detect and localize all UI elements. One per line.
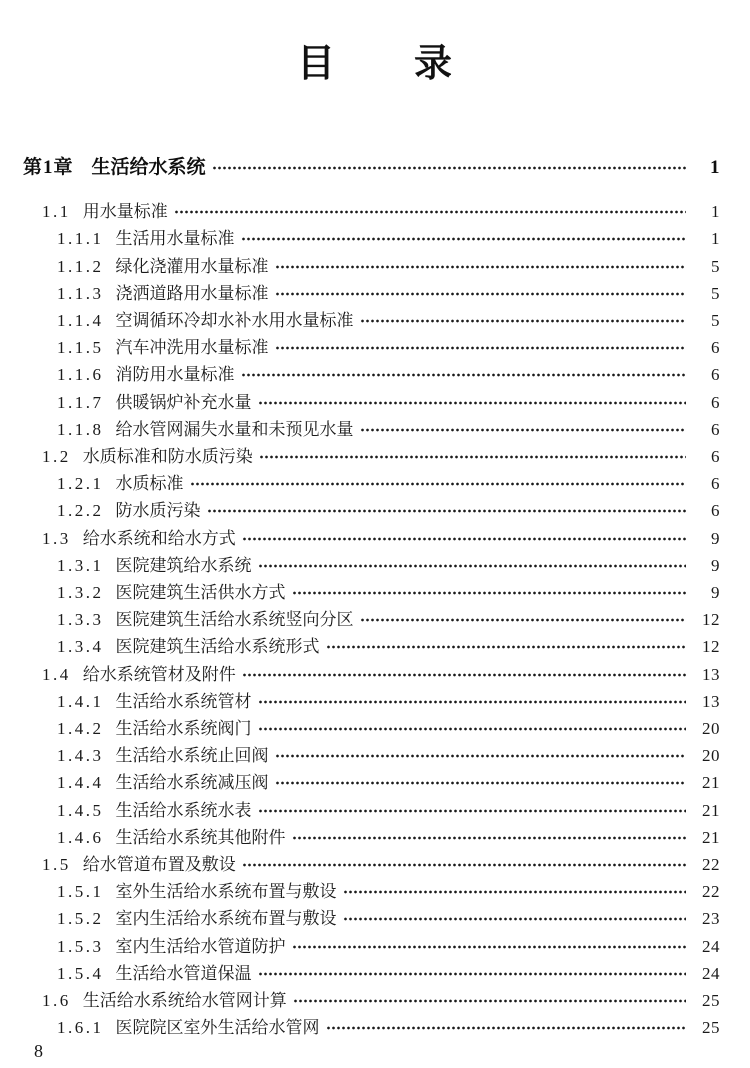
toc-entry [23, 579, 720, 606]
toc-entry-title: 生活给水系统水表 [115, 800, 252, 820]
dot-leader [275, 292, 687, 296]
toc-entry-number: 1.5.4 [57, 963, 104, 983]
dot-leader [343, 890, 687, 894]
dot-leader [242, 537, 686, 541]
toc-entry [23, 416, 720, 443]
toc-entry-number: 1.5.3 [57, 936, 104, 956]
toc-entry-page: 1 [711, 229, 720, 249]
toc-entry-title: 绿化浇灌用水量标准 [115, 256, 269, 276]
toc-entry-page: 5 [711, 256, 720, 276]
toc-entry-number: 1.2.2 [57, 501, 104, 521]
dot-leader [190, 482, 687, 486]
dot-leader [174, 210, 686, 214]
toc-entry [23, 361, 720, 388]
toc-entry-title: 生活给水系统其他附件 [115, 827, 286, 847]
toc-entry-title: 生活给水系统 [91, 157, 206, 178]
toc-entry-number: 第1章 [23, 157, 74, 178]
toc-entry-number: 1.1.5 [57, 338, 104, 358]
toc-entry-number: 1.2.1 [57, 474, 104, 494]
toc-entry-page: 22 [702, 855, 720, 875]
toc-entry-number: 1.4.5 [57, 800, 104, 820]
toc-entry-number: 1.3.1 [57, 555, 104, 575]
toc-entry-number: 1.4 [42, 664, 71, 684]
toc-entry-number: 1.6.1 [57, 1018, 104, 1038]
toc-entry-number: 1.5.2 [57, 909, 104, 929]
toc-entry [23, 797, 720, 824]
toc-entry-title: 给水系统管材及附件 [82, 664, 236, 684]
dot-leader [293, 999, 686, 1003]
toc-entry-number: 1.4.1 [57, 691, 104, 711]
toc-entry [23, 253, 720, 280]
toc-entry-page: 21 [702, 827, 720, 847]
dot-leader [207, 509, 687, 513]
dot-leader [212, 166, 686, 170]
toc-entry-title: 医院建筑给水系统 [115, 555, 252, 575]
toc-entry [23, 443, 720, 470]
toc-entry-number: 1.1.6 [57, 365, 104, 385]
toc-entry-number: 1.4.6 [57, 827, 104, 847]
toc-entry-page: 25 [702, 991, 720, 1011]
dot-leader [326, 1026, 687, 1030]
toc-entry-title: 给水管道布置及敷设 [82, 855, 236, 875]
toc-entry-title: 供暖锅炉补充水量 [115, 392, 252, 412]
toc-entry [23, 987, 720, 1014]
dot-leader [242, 673, 686, 677]
toc-entry-page: 20 [702, 719, 720, 739]
toc-entry-title: 生活用水量标准 [115, 229, 235, 249]
toc-entry-page: 23 [702, 909, 720, 929]
toc-entry [23, 769, 720, 796]
toc-list [0, 154, 750, 1042]
dot-leader [258, 809, 687, 813]
toc-entry-number: 1.6 [42, 991, 71, 1011]
toc-entry [23, 688, 720, 715]
dot-leader [292, 591, 687, 595]
toc-entry-page: 6 [711, 501, 720, 521]
toc-entry-title: 医院建筑生活给水系统竖向分区 [115, 610, 354, 630]
toc-entry-page: 13 [702, 691, 720, 711]
toc-entry-page: 6 [711, 365, 720, 385]
dot-leader [258, 727, 687, 731]
toc-entry [23, 470, 720, 497]
dot-leader [258, 972, 687, 976]
toc-entry-page: 1 [710, 157, 720, 178]
toc-entry-title: 防水质污染 [115, 501, 201, 521]
toc-entry-page: 6 [711, 338, 720, 358]
toc-entry-page: 5 [711, 283, 720, 303]
toc-entry-page: 1 [711, 202, 720, 222]
toc-entry [23, 280, 720, 307]
toc-entry [23, 225, 720, 252]
toc-entry [23, 824, 720, 851]
toc-entry-page: 21 [702, 773, 720, 793]
toc-entry-page: 22 [702, 882, 720, 902]
toc-entry-number: 1.1.3 [57, 283, 104, 303]
toc-entry-number: 1.1.7 [57, 392, 104, 412]
dot-leader [258, 700, 687, 704]
toc-entry-page: 5 [711, 311, 720, 331]
toc-entry-number: 1.1.8 [57, 419, 104, 439]
dot-leader [275, 754, 687, 758]
page-title: 目 录 [296, 43, 453, 85]
toc-entry-page: 9 [711, 528, 720, 548]
dot-leader [292, 836, 687, 840]
toc-entry-title: 室内生活给水管道防护 [115, 936, 286, 956]
toc-entry [23, 389, 720, 416]
toc-entry-page: 9 [711, 583, 720, 603]
toc-entry [23, 1014, 720, 1041]
dot-leader [259, 455, 686, 459]
toc-entry-page: 13 [702, 664, 720, 684]
toc-entry-title: 生活给水系统给水管网计算 [82, 991, 287, 1011]
toc-entry [23, 307, 720, 334]
toc-entry-number: 1.4.4 [57, 773, 104, 793]
toc-entry-page: 24 [702, 963, 720, 983]
toc-entry-title: 用水量标准 [82, 202, 168, 222]
toc-entry [23, 715, 720, 742]
toc-entry-page: 21 [702, 800, 720, 820]
toc-entry-title: 生活给水管道保温 [115, 963, 252, 983]
toc-entry-title: 消防用水量标准 [115, 365, 235, 385]
toc-entry-page: 9 [711, 555, 720, 575]
dot-leader [360, 618, 687, 622]
toc-entry-title: 汽车冲洗用水量标准 [115, 338, 269, 358]
toc-entry-number: 1.4.2 [57, 719, 104, 739]
toc-entry [23, 497, 720, 524]
toc-entry-title: 浇洒道路用水量标准 [115, 283, 269, 303]
toc-entry-title: 空调循环冷却水补水用水量标准 [115, 311, 354, 331]
toc-entry [23, 633, 720, 660]
toc-entry-page: 12 [702, 610, 720, 630]
toc-entry-title: 水质标准 [115, 474, 184, 494]
folio-page-number: 8 [34, 1041, 43, 1061]
toc-entry [23, 933, 720, 960]
toc-entry-title: 给水管网漏失水量和未预见水量 [115, 419, 354, 439]
toc-entry-number: 1.3.4 [57, 637, 104, 657]
toc-entry [23, 552, 720, 579]
toc-entry [23, 525, 720, 552]
toc-entry-number: 1.1.1 [57, 229, 104, 249]
toc-entry [23, 198, 720, 225]
toc-entry-page: 25 [702, 1018, 720, 1038]
toc-entry-title: 室外生活给水系统布置与敷设 [115, 882, 337, 902]
toc-entry-page: 6 [711, 419, 720, 439]
dot-leader [360, 319, 687, 323]
toc-entry-title: 生活给水系统减压阀 [115, 773, 269, 793]
toc-entry-title: 医院院区室外生活给水管网 [115, 1018, 320, 1038]
dot-leader [275, 346, 687, 350]
toc-entry-number: 1.5.1 [57, 882, 104, 902]
toc-entry-title: 医院建筑生活供水方式 [115, 583, 286, 603]
toc-entry-page: 6 [711, 474, 720, 494]
toc-entry [23, 851, 720, 878]
toc-entry [23, 960, 720, 987]
dot-leader [292, 945, 687, 949]
toc-entry [23, 606, 720, 633]
toc-entry-page: 6 [711, 447, 720, 467]
toc-entry [23, 742, 720, 769]
toc-entry-title: 医院建筑生活给水系统形式 [115, 637, 320, 657]
toc-entry-number: 1.1.2 [57, 256, 104, 276]
toc-entry [23, 878, 720, 905]
dot-leader [242, 863, 686, 867]
toc-entry-number: 1.3.2 [57, 583, 104, 603]
toc-entry [23, 334, 720, 361]
toc-entry-title: 水质标准和防水质污染 [82, 447, 253, 467]
toc-entry-number: 1.2 [42, 447, 71, 467]
toc-entry-page: 24 [702, 936, 720, 956]
toc-entry-number: 1.5 [42, 855, 71, 875]
dot-leader [275, 265, 687, 269]
toc-entry-title: 给水系统和给水方式 [82, 528, 236, 548]
toc-entry-number: 1.1 [42, 202, 71, 222]
toc-entry-page: 20 [702, 746, 720, 766]
toc-entry [23, 661, 720, 688]
toc-entry-page: 6 [711, 392, 720, 412]
dot-leader [343, 917, 687, 921]
dot-leader [275, 781, 687, 785]
toc-entry-number: 1.3 [42, 528, 71, 548]
toc-entry-title: 生活给水系统止回阀 [115, 746, 269, 766]
toc-entry-title: 生活给水系统阀门 [115, 719, 252, 739]
dot-leader [326, 645, 687, 649]
toc-entry [23, 154, 720, 181]
toc-entry-number: 1.1.4 [57, 311, 104, 331]
toc-entry-title: 室内生活给水系统布置与敷设 [115, 909, 337, 929]
dot-leader [241, 373, 687, 377]
toc-entry-number: 1.3.3 [57, 610, 104, 630]
dot-leader [241, 237, 687, 241]
toc-entry-page: 12 [702, 637, 720, 657]
dot-leader [360, 428, 687, 432]
toc-entry-title: 生活给水系统管材 [115, 691, 252, 711]
toc-entry [23, 905, 720, 932]
toc-entry-number: 1.4.3 [57, 746, 104, 766]
dot-leader [258, 401, 687, 405]
dot-leader [258, 564, 687, 568]
